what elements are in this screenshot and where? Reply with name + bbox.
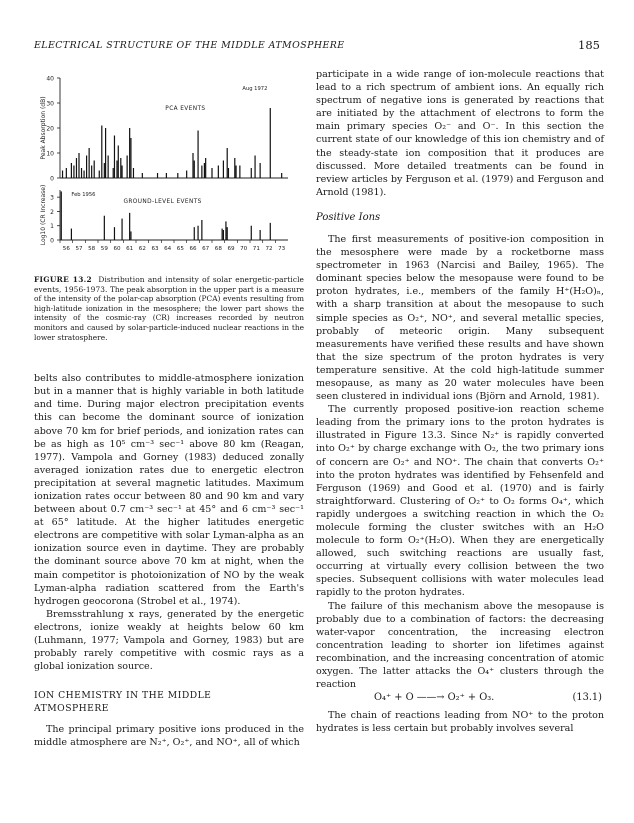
y-tick-label: 10 [46, 150, 54, 158]
x-tick-label: 63 [151, 246, 159, 252]
y-axis-label: Peak Absorption (dB) [40, 96, 47, 160]
x-tick-label: 58 [88, 246, 96, 252]
y-axis-label: Log10 (CR Increase) [40, 184, 47, 246]
figure-label: FIGURE 13.2 [34, 275, 92, 284]
x-tick-label: 71 [252, 246, 260, 252]
x-tick-label: 72 [265, 246, 273, 252]
x-tick-label: 56 [62, 246, 70, 252]
running-title: ELECTRICAL STRUCTURE OF THE MIDDLE ATMOSPHERE [34, 40, 345, 51]
x-tick-label: 68 [214, 246, 222, 252]
panel-annotation: Aug 1972 [242, 86, 268, 92]
x-tick-label: 57 [75, 246, 83, 252]
subsection-heading-positive-ions: Positive Ions [316, 211, 381, 223]
figure-caption [34, 275, 304, 342]
figure-caption-text: The peak absorption in the upper part is a measure of the intensity of the polar-cap absorption (PCA) events resulting from high-latitude ionization in the mesosphere; the lower part shows the intensity of the cosmic-ray (CR) increases recorded by neutron monitors and caused by solar-particle-induced nuclear reactions in the lower stratosphere. [34, 284, 304, 342]
paragraph-first-measurements: The first measurements of positive-ion composition in the mesosphere were made by a rocketborne mass spectrometer in 1963 (Narcisi and Bailey, 1965). The dominant species below the mesopause were found to be proton hydrates, i.e., members of the family H⁺(H₂O)ₙ, with a sharp transition at about the mesopause to such simple species as O₂⁺, NO⁺, and several metallic species, probably of meteoric origin. Many subsequent measurements have verified these results and have shown that the size spectrum of the proton hydrates is very temperature sensitive. At the cold high-latitude summer mesopause, as many as 20 water molecules have been seen clustered in individual ions (Björn and Arnold, 1981). [316, 233, 604, 403]
figure-title: Distribution and intensity of solar energetic-particle events, 1956-1973. [34, 275, 305, 294]
chart-svg [34, 70, 296, 270]
paragraph-electron-precipitation: belts also contributes to middle-atmosphere ionization but in a manner that is highly variable in both latitude and time. During major electron precipitation events this can become the dominant source of ionization above 70 km for brief periods, and ionization rates can be as high as 10⁵ cm⁻³ sec⁻¹ above 80 km (Reagan, 1977). Vampola and Gorney (1983) deduced zonally averaged ionization rates due to energetic electron precipitation at several magnetic latitudes. Maximum ionization rates occur between 80 and 90 km and vary between about 0.7 cm⁻³ sec⁻¹ at 45° and 6 cm⁻³ sec⁻¹ at 65° latitude. At the higher latitudes energetic electrons are competitive with solar Lyman-alpha as an ionization source even in daytime. They are probably the dominant source above 70 km at night, when the main competitor is photoionization of NO by the weak Lyman-alpha radiation scattered from the Earth's hydrogen geocorona (Strobel et al., 1974). [34, 373, 304, 607]
y-tick-label: 3 [50, 194, 54, 202]
paragraph-primary-ions: The principal primary positive ions produced in the middle atmosphere are N₂⁺, O₂⁺, and NO⁺, all of which [34, 724, 304, 749]
panel-title: PCA EVENTS [165, 106, 206, 112]
panel-title: GROUND-LEVEL EVENTS [123, 199, 202, 205]
x-tick-label: 64 [164, 246, 172, 252]
x-tick-label: 59 [100, 246, 108, 252]
paragraph-ion-molecule-reactions: participate in a wide range of ion-molecule reactions that lead to a rich spectrum of ambient ions. An equally rich spectrum of negative ions is generated by reactions that are initiated by the attachment of electrons to form the main primary species O₂⁻ and O⁻. In this section the current state of our knowledge of this ion chemistry and of the steady-state ion composition that it produces are discussed. More detailed treatments can be found in review articles by Ferguson et al. (1979) and Ferguson and Arnold (1981). [316, 69, 604, 198]
y-tick-label: 0 [50, 237, 54, 245]
x-tick-label: 61 [126, 246, 134, 252]
x-tick-label: 70 [240, 246, 248, 252]
right-column [316, 68, 604, 735]
left-column [34, 70, 304, 750]
equation-formula: O₄⁺ + O ——→ O₂⁺ + O₃. [374, 692, 495, 704]
paragraph-reaction-scheme: The currently proposed positive-ion reaction scheme leading from the primary ions to the proton hydrates is illustrated in Figure 13.3. Since N₂⁺ is rapidly converted into O₂⁺ by charge exchange with O₂, the two primary ions of concern are O₂⁺ and NO⁺. The chain that converts O₂⁺ into the proton hydrates was identified by Fehsenfeld and Ferguson (1969) and Good et al. (1970) and is fairly straightforward. Clustering of O₂⁺ to O₂ forms O₄⁺, which rapidly undergoes a switching reaction in which the O₂ molecule forming the cluster switches with an H₂O molecule to form O₂⁺(H₂O). When they are energetically allowed, such switching reactions are usually fast, occurring at virtually every collision between the two species. Subsequent collisions with water molecules lead rapidly to the proton hydrates. [316, 404, 604, 599]
paragraph-mesopause-failure: The failure of this mechanism above the mesopause is probably due to a combination of factors: the decreasing water-vapor concentration, the increasing electron concentration leading to shorter ion lifetimes against recombination, and the increasing concentration of atomic oxygen. The latter attacks the O₄⁺ clusters through the reaction [316, 600, 604, 691]
x-tick-label: 69 [227, 246, 235, 252]
x-tick-label: 65 [176, 246, 184, 252]
x-tick-label: 60 [113, 246, 121, 252]
x-tick-label: 73 [278, 246, 286, 252]
equation-13-1 [316, 691, 604, 707]
y-tick-label: 0 [50, 175, 54, 183]
x-tick-label: 62 [138, 246, 146, 252]
figure-13-2-chart [34, 70, 296, 270]
y-tick-label: 40 [46, 75, 54, 83]
panel-annotation: Feb 1956 [71, 192, 96, 198]
x-tick-label: 67 [202, 246, 210, 252]
page-number: 185 [578, 38, 600, 52]
y-tick-label: 20 [46, 125, 54, 133]
equation-number: (13.1) [572, 692, 602, 704]
paragraph-bremsstrahlung: Bremsstrahlung x rays, generated by the energetic electrons, ionize weakly at heights below 60 km (Luhmann, 1977; Vampola and Gorney, 1983) but are probably rarely competitive with cosmic rays as a global ionization source. [34, 608, 304, 673]
section-heading-ion-chemistry: ION CHEMISTRY IN THE MIDDLE ATMOSPHERE [34, 690, 212, 715]
x-tick-label: 66 [189, 246, 197, 252]
page-header [34, 40, 600, 56]
y-tick-label: 2 [50, 208, 54, 216]
y-tick-label: 30 [46, 100, 54, 108]
y-tick-label: 1 [50, 223, 54, 231]
paragraph-no-chain: The chain of reactions leading from NO⁺ to the proton hydrates is less certain but probably involves several [316, 710, 604, 735]
